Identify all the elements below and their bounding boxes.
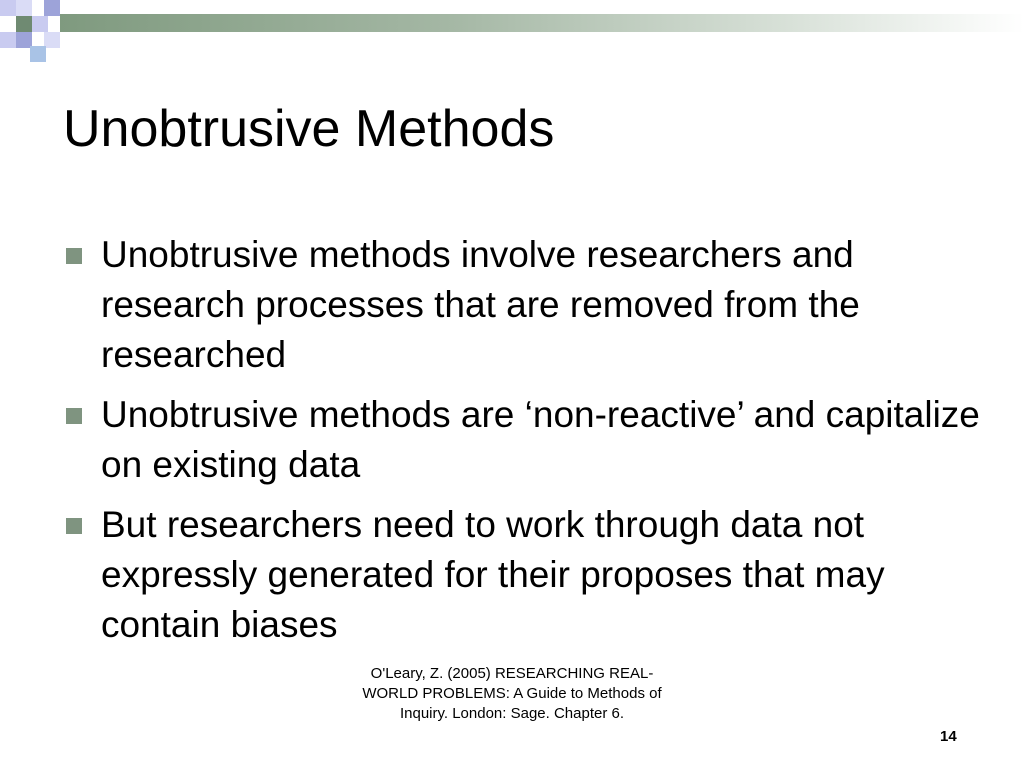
bullet-item bbox=[64, 500, 984, 650]
bullet-text: Unobtrusive methods involve researchers and research processes that are removed from the researched bbox=[101, 234, 860, 375]
slide-title: Unobtrusive Methods bbox=[63, 100, 555, 158]
bullet-item bbox=[64, 230, 984, 380]
bullet-list bbox=[64, 230, 984, 660]
square-bullet-icon bbox=[66, 408, 82, 424]
header-gradient-bar bbox=[60, 14, 1024, 32]
bullet-text: But researchers need to work through data not expressly generated for their proposes that may contain biases bbox=[101, 504, 885, 645]
bullet-text: Unobtrusive methods are ‘non-reactive’ and capitalize on existing data bbox=[101, 394, 980, 485]
square-bullet-icon bbox=[66, 248, 82, 264]
page-number: 14 bbox=[940, 728, 957, 745]
citation-footer: O'Leary, Z. (2005) RESEARCHING REAL-WORLD PROBLEMS: A Guide to Methods of Inquiry. London: Sage. Chapter 6. bbox=[362, 665, 662, 722]
square-bullet-icon bbox=[66, 518, 82, 534]
bullet-item bbox=[64, 390, 984, 490]
